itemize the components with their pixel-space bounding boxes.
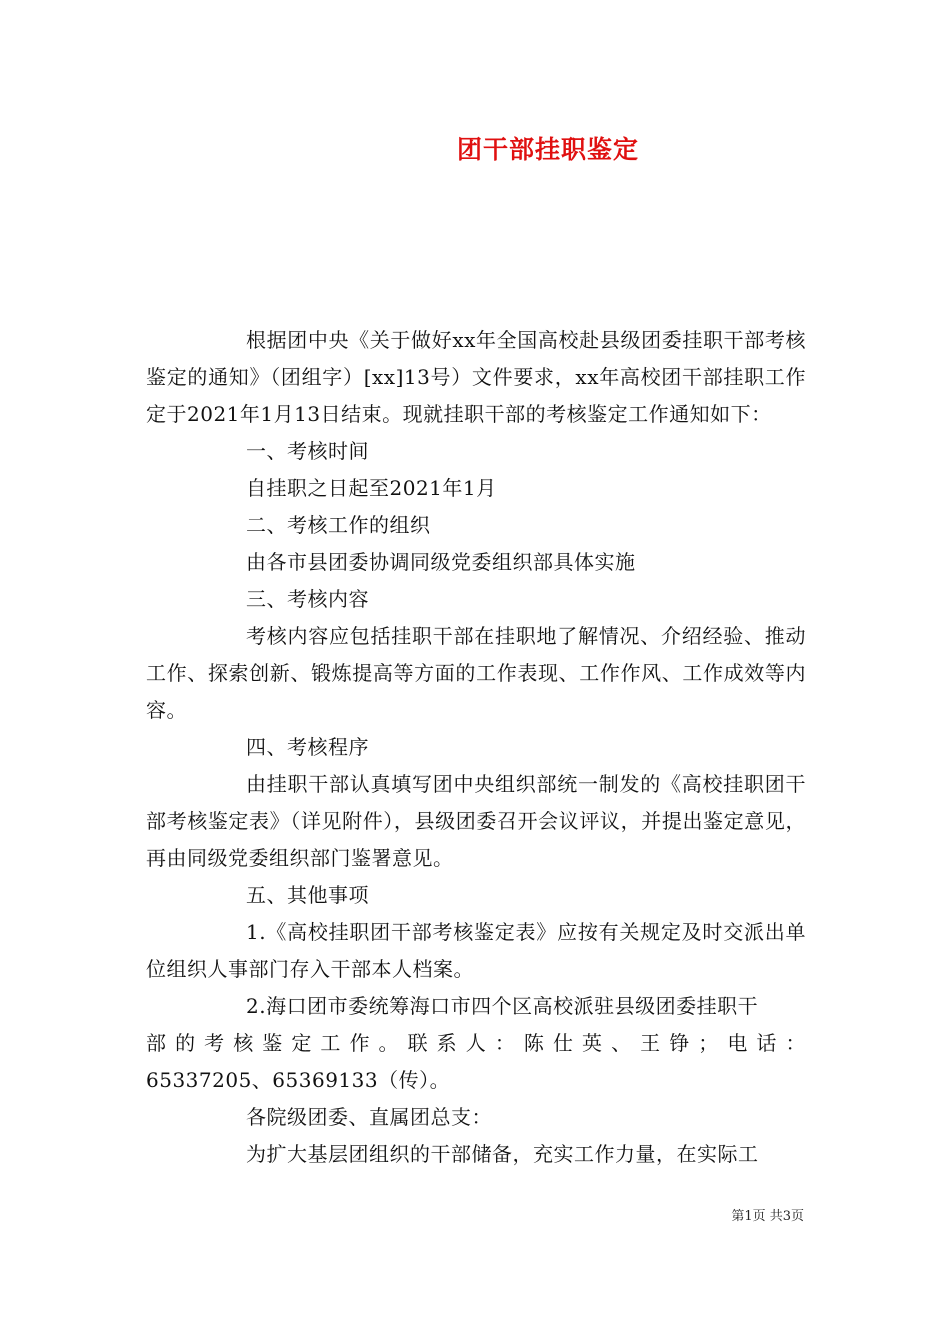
section-text-5b-line3: 65337205、65369133（传）。 [146, 1068, 451, 1092]
document-body [146, 322, 806, 1173]
section-text-4: 由挂职干部认真填写团中央组织部统一制发的《高校挂职团干部考核鉴定表》（详见附件），县级团委召开会议评议，并提出鉴定意见，再由同级党委组织部门鉴署意见。 [146, 772, 806, 870]
section-heading-3: 三、考核内容 [246, 587, 369, 611]
salutation: 各院级团委、直属团总支： [246, 1105, 492, 1129]
section-text-5b-line2: 部的考核鉴定工作。联系人：陈仕英、王铮；电话： [146, 1031, 806, 1055]
intro-paragraph: 根据团中央《关于做好xx年全国高校赴县级团委挂职干部考核鉴定的通知》（团组字）[xx]13号）文件要求，xx年高校团干部挂职工作定于2021年1月13日结束。现就挂职干部的考核鉴定工作通知如下： [146, 328, 806, 426]
section-text-1: 自挂职之日起至2021年1月 [246, 476, 497, 500]
section-text-5a: 1.《高校挂职团干部考核鉴定表》应按有关规定及时交派出单位组织人事部门存入干部本人档案。 [146, 920, 806, 981]
section-heading-5: 五、其他事项 [246, 883, 369, 907]
section-heading-1: 一、考核时间 [246, 439, 369, 463]
section-text-5b-line1: 2.海口团市委统筹海口市四个区高校派驻县级团委挂职干 [246, 994, 759, 1018]
section-heading-4: 四、考核程序 [246, 735, 369, 759]
page-number: 第1页 共3页 [731, 1209, 804, 1224]
document-title: 团干部挂职鉴定 [456, 135, 639, 164]
section-text-3: 考核内容应包括挂职干部在挂职地了解情况、介绍经验、推动工作、探索创新、锻炼提高等方面的工作表现、工作作风、工作成效等内容。 [146, 624, 806, 722]
section-text-2: 由各市县团委协调同级党委组织部具体实施 [246, 550, 636, 574]
section-heading-2: 二、考核工作的组织 [246, 513, 431, 537]
last-paragraph: 为扩大基层团组织的干部储备，充实工作力量，在实际工 [246, 1142, 759, 1166]
